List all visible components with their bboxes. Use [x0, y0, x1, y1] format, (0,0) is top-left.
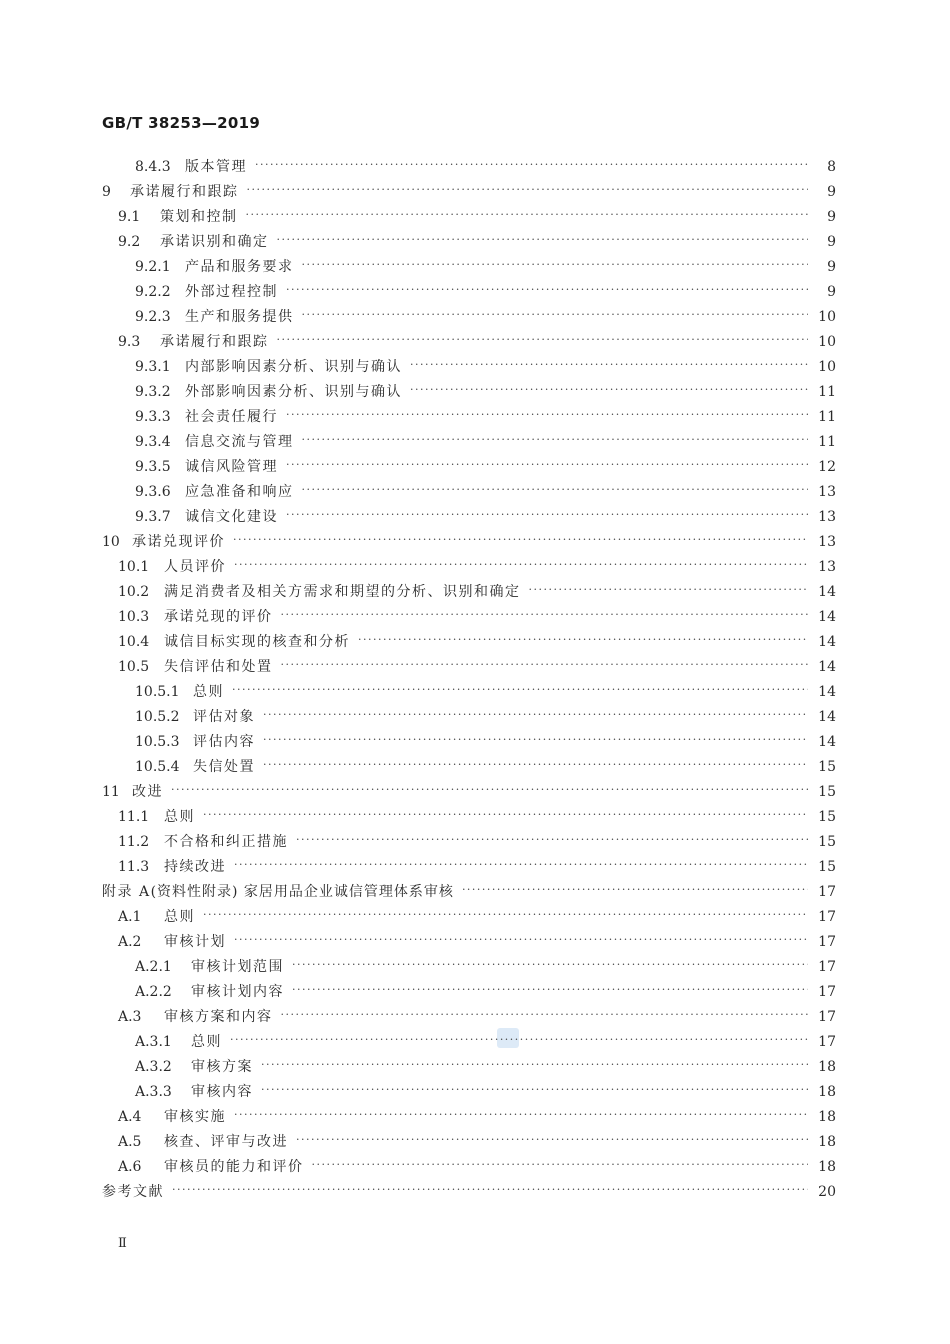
toc-entry-number: 9.3.7 [135, 509, 171, 525]
toc-entry-page: 13 [818, 484, 836, 500]
toc-entry-number: 11.3 [118, 859, 150, 875]
toc-entry-page: 9 [827, 259, 836, 275]
toc-entry-9-2-1[interactable] [135, 255, 836, 279]
toc-entry-number: 9.2 [118, 234, 141, 250]
toc-entry-10-2[interactable] [118, 580, 836, 604]
toc-entry-number: A.3.2 [135, 1059, 172, 1075]
toc-entry-title: 应急准备和响应 [185, 484, 294, 500]
toc-entry-a-1[interactable] [118, 905, 836, 929]
toc-entry-title: 失信处置 [193, 759, 255, 775]
toc-leader-dots [247, 185, 809, 199]
toc-leader-dots [234, 935, 808, 949]
toc-leader-dots [286, 285, 808, 299]
toc-entry-page: 14 [818, 634, 836, 650]
toc-entry-page: 17 [818, 884, 836, 900]
toc-entry-page: 14 [818, 734, 836, 750]
toc-entry-title: 信息交流与管理 [185, 434, 294, 450]
toc-leader-dots [302, 485, 809, 499]
toc-leader-dots [281, 1010, 809, 1024]
toc-entry-9[interactable] [102, 180, 836, 204]
toc-entry-number: 9.3.3 [135, 409, 171, 425]
toc-entry-title: 失信评估和处置 [164, 659, 273, 675]
toc-entry-10-5-2[interactable] [135, 705, 836, 729]
toc-entry-a-6[interactable] [118, 1155, 836, 1179]
toc-leader-dots [286, 410, 808, 424]
toc-entry-title: 承诺兑现评价 [132, 534, 225, 550]
toc-entry-page: 15 [818, 834, 836, 850]
toc-entry-page: 17 [818, 1034, 836, 1050]
toc-leader-dots [281, 610, 809, 624]
toc-entry-title: 版本管理 [185, 159, 247, 175]
toc-entry-page: 11 [818, 384, 836, 400]
toc-entry-page: 18 [818, 1084, 836, 1100]
toc-leader-dots [234, 560, 808, 574]
toc-leader-dots [246, 210, 809, 224]
toc-entry-title: 审核方案 [191, 1059, 253, 1075]
toc-leader-dots [296, 835, 808, 849]
toc-leader-dots [358, 635, 808, 649]
toc-entry-title: 持续改进 [164, 859, 226, 875]
toc-entry-a-4[interactable] [118, 1105, 836, 1129]
toc-entry-page: 13 [818, 559, 836, 575]
toc-entry-page: 14 [818, 684, 836, 700]
toc-entry-page: 15 [818, 809, 836, 825]
toc-entry-number: 10.3 [118, 609, 150, 625]
toc-entry-title: (资料性附录) 家居用品企业诚信管理体系审核 [150, 884, 454, 900]
toc-entry-9-3-2[interactable] [135, 380, 836, 404]
toc-entry-title: 生产和服务提供 [185, 309, 294, 325]
toc-leader-dots [261, 1060, 808, 1074]
toc-leader-dots [234, 1110, 808, 1124]
toc-leader-dots [302, 310, 809, 324]
toc-entry-10-5-3[interactable] [135, 730, 836, 754]
toc-entry-page: 14 [818, 609, 836, 625]
toc-entry-title: 审核计划内容 [191, 984, 284, 1000]
toc-entry-11-3[interactable] [118, 855, 836, 879]
toc-entry-number: 9.2.3 [135, 309, 171, 325]
toc-entry-number: 9.2.1 [135, 259, 171, 275]
toc-entry-number: 8.4.3 [135, 159, 171, 175]
toc-entry-title: 审核方案和内容 [164, 1009, 273, 1025]
toc-entry-number: 10.5.4 [135, 759, 180, 775]
toc-entry-page: 10 [818, 359, 836, 375]
toc-leader-dots [277, 335, 809, 349]
toc-entry-page: 9 [827, 184, 836, 200]
toc-leader-dots [292, 960, 808, 974]
toc-entry-page: 11 [818, 409, 836, 425]
toc-leader-dots [410, 385, 808, 399]
toc-entry-10-5-4[interactable] [135, 755, 836, 779]
toc-entry-11[interactable] [102, 780, 836, 804]
toc-leader-dots [302, 435, 809, 449]
toc-entry-page: 17 [818, 909, 836, 925]
toc-entry-title: 评估对象 [193, 709, 255, 725]
toc-entry-title: 外部过程控制 [185, 284, 278, 300]
toc-entry-page: 12 [818, 459, 836, 475]
toc-entry-9-3-5[interactable] [135, 455, 836, 479]
toc-leader-dots [263, 760, 808, 774]
toc-leader-dots [286, 510, 808, 524]
toc-leader-dots [312, 1160, 809, 1174]
toc-entry-9-3[interactable] [118, 330, 836, 354]
toc-entry-title: 核查、评审与改进 [164, 1134, 288, 1150]
toc-entry-number: A.3 [118, 1009, 142, 1025]
toc-entry-title: 审核员的能力和评价 [164, 1159, 304, 1175]
toc-entry-page: 14 [818, 659, 836, 675]
toc-entry-number: 9.2.2 [135, 284, 171, 300]
toc-leader-dots [233, 535, 808, 549]
toc-entry-page: 10 [818, 309, 836, 325]
toc-leader-dots [286, 460, 808, 474]
toc-entry-page: 9 [827, 234, 836, 250]
toc-entry-number: A.3.3 [135, 1084, 172, 1100]
toc-entry-page: 13 [818, 534, 836, 550]
toc-entry-page: 17 [818, 934, 836, 950]
toc-entry-title: 外部影响因素分析、识别与确认 [185, 384, 402, 400]
toc-entry-a-3-2[interactable] [135, 1055, 836, 1079]
toc-entry-number: A.3.1 [135, 1034, 172, 1050]
toc-leader-dots [171, 785, 808, 799]
toc-leader-dots [263, 735, 808, 749]
toc-entry-page: 15 [818, 859, 836, 875]
toc-entry-10-3[interactable] [118, 605, 836, 629]
toc-entry-number: A.2.1 [135, 959, 172, 975]
toc-leader-dots [529, 585, 809, 599]
toc-leader-dots [277, 235, 809, 249]
toc-entry-title: 诚信风险管理 [185, 459, 278, 475]
page-number: Ⅱ [118, 1236, 126, 1251]
toc-entry-page: 17 [818, 1009, 836, 1025]
toc-entry-number: 附录 A [102, 884, 151, 900]
toc-entry-title: 诚信目标实现的核查和分析 [164, 634, 350, 650]
toc-entry-title: 满足消费者及相关方需求和期望的分析、识别和确定 [164, 584, 521, 600]
toc-entry-a-3[interactable] [118, 1005, 836, 1029]
toc-entry-a-2[interactable] [118, 930, 836, 954]
toc-leader-dots [302, 260, 809, 274]
toc-entry-page: 20 [818, 1184, 836, 1200]
toc-entry-a-3-1[interactable] [135, 1030, 836, 1054]
toc-entry-9-2[interactable] [118, 230, 836, 254]
toc-entry-a-2-1[interactable] [135, 955, 836, 979]
toc-leader-dots [172, 1185, 808, 1199]
toc-entry-page: 17 [818, 959, 836, 975]
toc-entry-page: 9 [827, 284, 836, 300]
toc-entry-number: 10.5 [118, 659, 150, 675]
toc-entry-number: 10.1 [118, 559, 150, 575]
toc-entry-title: 审核计划 [164, 934, 226, 950]
toc-entry-title: 承诺兑现的评价 [164, 609, 273, 625]
toc-leader-dots [292, 985, 808, 999]
toc-entry-page: 14 [818, 709, 836, 725]
toc-entry-9-3-4[interactable] [135, 430, 836, 454]
toc-leader-dots [203, 910, 808, 924]
toc-entry-11-1[interactable] [118, 805, 836, 829]
toc-entry-page: 9 [827, 209, 836, 225]
toc-entry-number: 9.3.1 [135, 359, 171, 375]
toc-leader-dots [234, 860, 808, 874]
toc-entry-9-2-3[interactable] [135, 305, 836, 329]
toc-entry-page: 13 [818, 509, 836, 525]
toc-entry-number: 11.1 [118, 809, 150, 825]
toc-entry-number: 9 [102, 184, 111, 200]
toc-entry-number: A.2.2 [135, 984, 172, 1000]
toc-leader-dots [230, 1035, 808, 1049]
toc-leader-dots [263, 710, 808, 724]
toc-entry-title: 审核计划范围 [191, 959, 284, 975]
toc-entry-appendix-a[interactable] [102, 880, 836, 904]
toc-entry-10[interactable] [102, 530, 836, 554]
toc-entry-page: 18 [818, 1059, 836, 1075]
toc-entry-title: 总则 [193, 684, 224, 700]
toc-entry-number: 9.3.4 [135, 434, 171, 450]
toc-entry-title: 总则 [164, 809, 195, 825]
toc-entry-number: 10.5.3 [135, 734, 180, 750]
toc-entry-number: A.6 [118, 1159, 142, 1175]
toc-entry-9-3-6[interactable] [135, 480, 836, 504]
toc-entry-number: 11 [102, 784, 120, 800]
toc-entry-page: 14 [818, 584, 836, 600]
toc-entry-page: 18 [818, 1134, 836, 1150]
toc-entry-page: 17 [818, 984, 836, 1000]
toc-entry-title: 承诺履行和跟踪 [160, 334, 269, 350]
toc-entry-11-2[interactable] [118, 830, 836, 854]
toc-entry-number: A.1 [118, 909, 142, 925]
toc-leader-dots [261, 1085, 808, 1099]
toc-entry-number: 11.2 [118, 834, 150, 850]
toc-entry-page: 18 [818, 1109, 836, 1125]
toc-entry-number: 9.3.5 [135, 459, 171, 475]
toc-entry-page: 10 [818, 334, 836, 350]
toc-entry-title: 内部影响因素分析、识别与确认 [185, 359, 402, 375]
toc-entry-title: 审核实施 [164, 1109, 226, 1125]
toc-entry-number: 10.5.1 [135, 684, 180, 700]
toc-entry-number: A.4 [118, 1109, 142, 1125]
toc-entry-9-3-3[interactable] [135, 405, 836, 429]
toc-entry-a-2-2[interactable] [135, 980, 836, 1004]
toc-entry-page: 18 [818, 1159, 836, 1175]
toc-entry-title: 改进 [132, 784, 163, 800]
toc-entry-9-1[interactable] [118, 205, 836, 229]
toc-entry-title: 诚信文化建设 [185, 509, 278, 525]
toc-entry-10-1[interactable] [118, 555, 836, 579]
toc-leader-dots [255, 160, 808, 174]
toc-entry-10-5[interactable] [118, 655, 836, 679]
toc-entry-title: 不合格和纠正措施 [164, 834, 288, 850]
toc-entry-title: 审核内容 [191, 1084, 253, 1100]
toc-entry-page: 8 [827, 159, 836, 175]
toc-entry-number: 9.3 [118, 334, 141, 350]
toc-leader-dots [281, 660, 809, 674]
toc-entry-number: 10.2 [118, 584, 150, 600]
toc-entry-title: 总则 [191, 1034, 222, 1050]
toc-entry-10-4[interactable] [118, 630, 836, 654]
toc-entry-page: 15 [818, 759, 836, 775]
toc-entry-title: 承诺履行和跟踪 [130, 184, 239, 200]
toc-entry-8-4-3[interactable] [135, 155, 836, 179]
toc-entry-number: 10.4 [118, 634, 150, 650]
toc-entry-number: 9.3.6 [135, 484, 171, 500]
toc-entry-bibliography[interactable] [102, 1180, 836, 1204]
toc-entry-a-3-3[interactable] [135, 1080, 836, 1104]
toc-entry-number: 9.1 [118, 209, 141, 225]
toc-leader-dots [203, 810, 808, 824]
toc-entry-title: 策划和控制 [160, 209, 238, 225]
toc-entry-title: 产品和服务要求 [185, 259, 294, 275]
toc-entry-title: 社会责任履行 [185, 409, 278, 425]
toc-entry-title: 参考文献 [102, 1184, 164, 1200]
toc-leader-dots [410, 360, 808, 374]
toc-leader-dots [462, 885, 808, 899]
toc-entry-title: 承诺识别和确定 [160, 234, 269, 250]
toc-entry-9-3-1[interactable] [135, 355, 836, 379]
toc-entry-number: 9.3.2 [135, 384, 171, 400]
toc-entry-a-5[interactable] [118, 1130, 836, 1154]
toc-entry-page: 15 [818, 784, 836, 800]
toc-entry-title: 评估内容 [193, 734, 255, 750]
toc-entry-number: A.5 [118, 1134, 142, 1150]
toc-entry-title: 人员评价 [164, 559, 226, 575]
toc-entry-10-5-1[interactable] [135, 680, 836, 704]
standard-code: GB/T 38253—2019 [102, 114, 261, 132]
toc-leader-dots [232, 685, 808, 699]
toc-entry-title: 总则 [164, 909, 195, 925]
toc-entry-number: 10 [102, 534, 120, 550]
toc-entry-number: 10.5.2 [135, 709, 180, 725]
toc-entry-page: 11 [818, 434, 836, 450]
toc-leader-dots [296, 1135, 808, 1149]
toc-entry-9-3-7[interactable] [135, 505, 836, 529]
toc-entry-number: A.2 [118, 934, 142, 950]
toc-entry-9-2-2[interactable] [135, 280, 836, 304]
